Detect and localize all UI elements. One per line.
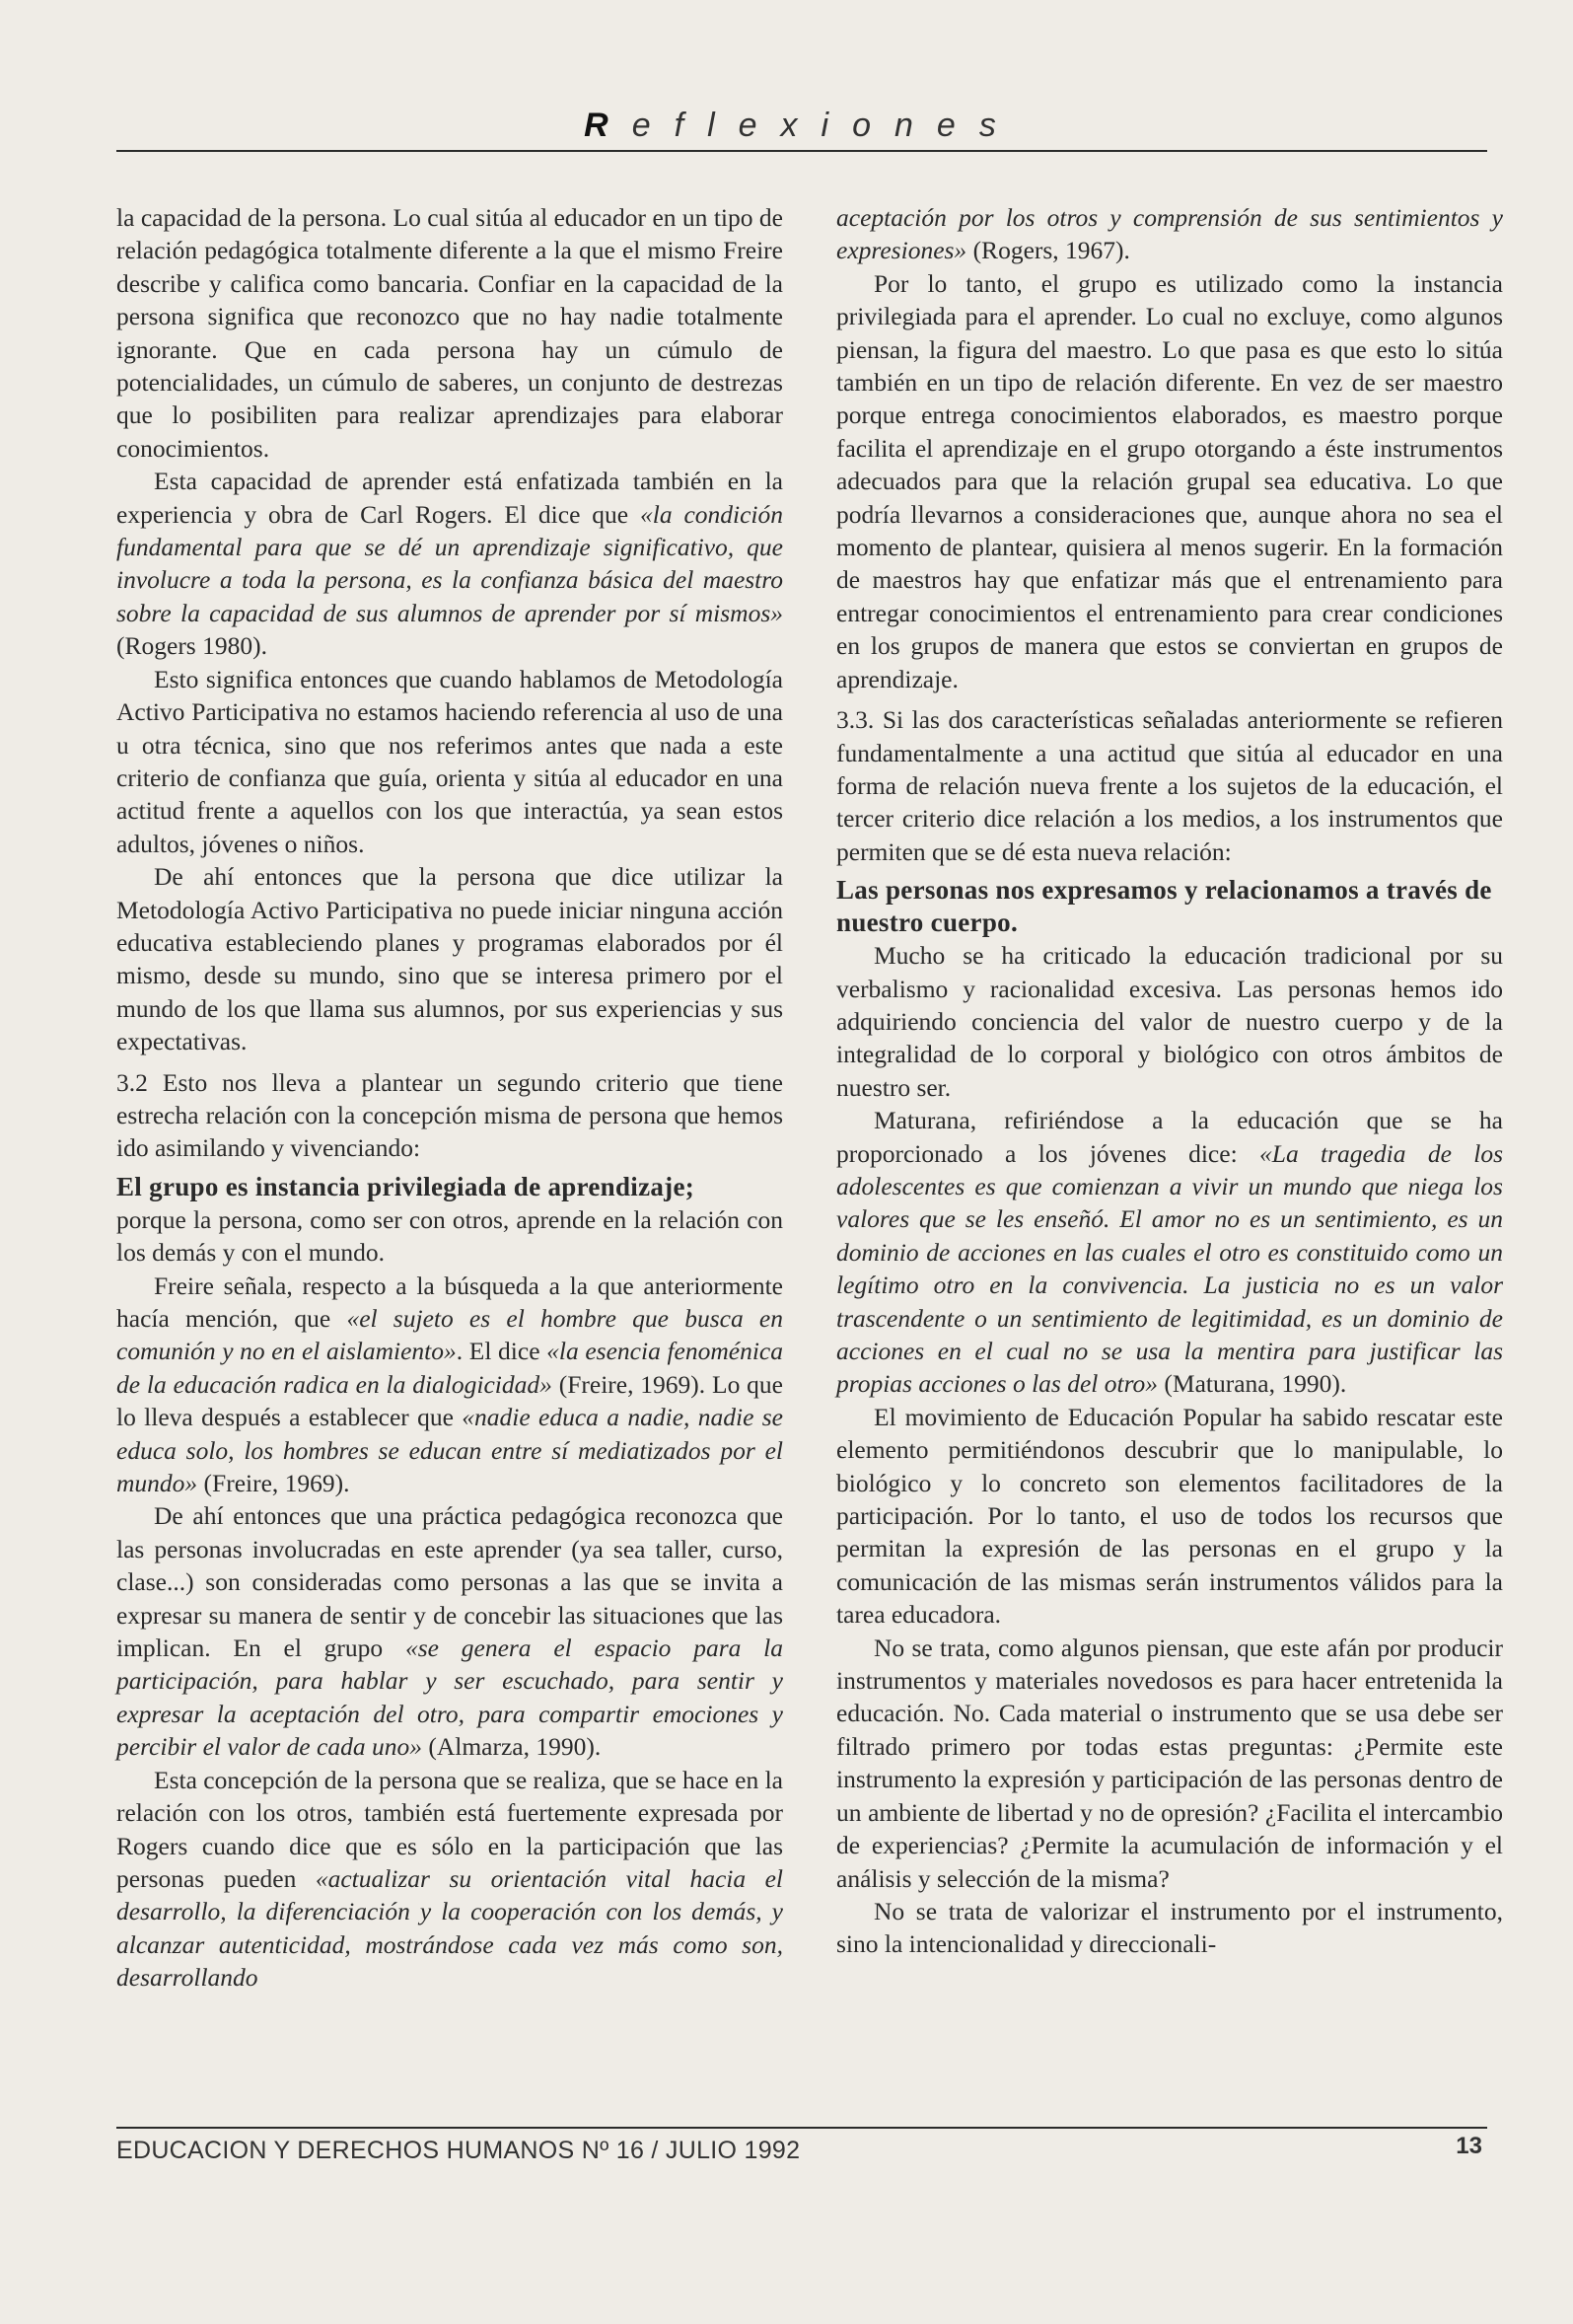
right-column xyxy=(836,201,1503,1961)
body-paragraph: Freire señala, respecto a la búsqueda a la que anteriormente hacía mención, que «el sujeto es el hombre que busca en comunión y no en el aislamiento». El dice «la esencia fenoménica de la educación radica en la dialogicidad» (Freire, 1969). Lo que lo lleva después a establecer que «nadie educa a nadie, nadie se educa solo, los hombres se educan entre sí mediatizados por el mundo» (Freire, 1969). xyxy=(116,1271,784,1498)
body-paragraph: aceptación por los otros y comprensión de sus sentimientos y expresiones» (Rogers, 1967). xyxy=(836,203,1503,265)
footer-rule xyxy=(116,2127,1487,2129)
running-header-initial: R xyxy=(584,107,632,144)
body-paragraph: 3.2 Esto nos lleva a plantear un segundo criterio que tiene estrecha relación con la concepción misma de persona que hemos ido asimilando y vivenciando: xyxy=(116,1067,783,1163)
body-paragraph: No se trata, como algunos piensan, que este afán por producir instrumentos y materiales novedosos es para hacer entretenida la educación. No. Cada material o instrumento que se usa debe ser filtrado primero por todas estas preguntas: ¿Permite este instrumento la expresión y participación de las personas dentro de un ambiente de libertad y no de opresión? ¿Facilita el intercambio de experiencias? ¿Permite la acumulación de información y el análisis y selección de la misma? xyxy=(836,1633,1503,1893)
running-header-rest: eflexiones xyxy=(631,107,1020,144)
running-header xyxy=(116,107,1487,146)
body-paragraph: Esta concepción de la persona que se realiza, que se hace en la relación con los otros, también está fuertemente expresada por Rogers cuando dice que es sólo en la participación que las personas pueden «actualizar su orientación vital hacia el desarrollo, la diferenciación y la cooperación con los demás, y alcanzar autenticidad, mostrándose cada vez más como son, desarrollando xyxy=(116,1765,783,1993)
body-paragraph: De ahí entonces que la persona que dice utilizar la Metodología Activo Participativa no puede iniciar ninguna acción educativa estableciendo planes y programas elaborados por él mismo, desde su mundo, sino que se interesa primero por el mundo de los que llama sus alumnos, por sus experiencias y sus expectativas. xyxy=(116,862,783,1056)
body-paragraph: Por lo tanto, el grupo es utilizado como la instancia privilegiada para el aprender. Lo cual no excluye, como algunos piensan, la figura del maestro. Lo que pasa es que esto lo sitúa también en un tipo de relación diferente. En vez de ser maestro porque entrega conocimientos elaborados, es maestro porque facilita el aprendizaje en el grupo otorgando a éste instrumentos adecuados para que la relación grupal sea educativa. Lo que podría llevarnos a consideraciones que, aunque ahora no sea el momento de plantear, quisiera al menos sugerir. En la formación de maestros hay que enfatizar más que el entrenamiento para entregar conocimientos el entrenamiento para crear condiciones en los grupos de manera que estos se conviertan en grupos de aprendizaje. xyxy=(836,268,1503,693)
body-paragraph: Esto significa entonces que cuando hablamos de Metodología Activo Participativa no estamos haciendo referencia al uso de una u otra técnica, sino que nos referimos antes que nada a este criterio de confianza que guía, orienta y sitúa al educador en una actitud frente a aquellos con los que interactúa, ya sean estos adultos, jóvenes o niños. xyxy=(116,664,783,858)
body-paragraph: Maturana, refiriéndose a la educación que se ha proporcionado a los jóvenes dice: «La tragedia de los adolescentes es que comienzan a vivir un mundo que niega los valores que se les enseñó. El amor no es un sentimiento, es un dominio de acciones en las cuales el otro es constituido como un legítimo otro en la convivencia. La justicia no es un valor trascendente o un sentimiento de legitimidad, es un dominio de acciones en el cual no se usa la mentira para justificar las propias acciones o las del otro» (Maturana, 1990). xyxy=(836,1106,1504,1399)
body-paragraph: No se trata de valorizar el instrumento por el instrumento, sino la intencionalidad y direccionali- xyxy=(836,1896,1503,1959)
left-column xyxy=(116,201,783,1995)
page-number: 13 xyxy=(1456,2133,1482,2159)
body-paragraph: porque la persona, como ser con otros, aprende en la relación con los demás y con el mundo. xyxy=(116,1204,783,1268)
body-paragraph: Mucho se ha criticado la educación tradicional por su verbalismo y racionalidad excesiva. Las personas hemos ido adquiriendo conciencia del valor de nuestro cuerpo y de la integralidad de lo corporal y biológico con otros ámbitos de nuestro ser. xyxy=(836,941,1503,1102)
body-paragraph: Esta capacidad de aprender está enfatizada también en la experiencia y obra de Carl Rogers. El dice que «la condición fundamental para que se dé un aprendizaje significativo, que involucre a toda la persona, es la confianza básica del maestro sobre la capacidad de sus alumnos de aprender por sí mismos» (Rogers 1980). xyxy=(116,467,783,661)
body-paragraph: 3.3. Si las dos características señaladas anteriormente se refieren fundamentalmente a una actitud que sitúa al educador en una forma de relación nueva frente a los sujetos de la educación, el tercer criterio dice relación a los medios, a los instrumentos que permiten que se dé esta nueva relación: xyxy=(836,705,1503,866)
section-heading: Las personas nos expresamos y relacionamos a través de nuestro cuerpo. xyxy=(836,875,1492,938)
body-paragraph: la capacidad de la persona. Lo cual sitúa al educador en un tipo de relación pedagógica totalmente diferente a la que el mismo Freire describe y califica como bancaria. Confiar en la capacidad de la persona significa que reconozco que no hay nadie totalmente ignorante. Que en cada persona hay un cúmulo de potencialidades, un cúmulo de saberes, un conjunto de destrezas que lo posibiliten para realizar aprendizajes para elaborar conocimientos. xyxy=(116,203,783,463)
header-rule xyxy=(116,150,1487,152)
body-paragraph: El movimiento de Educación Popular ha sabido rescatar este elemento permitiéndonos descubrir que lo manipulable, lo biológico y lo concreto son elementos facilitadores de la participación. Por lo tanto, el uso de todos los recursos que permitan la expresión de las personas en el grupo y la comunicación de las mismas serán instrumentos válidos para la tarea educadora. xyxy=(836,1402,1503,1630)
journal-footer: EDUCACION Y DERECHOS HUMANOS Nº 16 / JULIO 1992 xyxy=(116,2137,801,2164)
section-heading: El grupo es instancia privilegiada de aprendizaje; xyxy=(116,1171,695,1201)
body-paragraph: De ahí entonces que una práctica pedagógica reconozca que las personas involucradas en este aprender (ya sea taller, curso, clase...) son consideradas como personas a las que se invita a expresar su manera de sentir y de concebir las situaciones que las implican. En el grupo «se genera el espacio para la participación, para hablar y ser escuchado, para sentir y expresar la aceptación del otro, para compartir emociones y percibir el valor de cada uno» (Almarza, 1990). xyxy=(116,1501,783,1762)
